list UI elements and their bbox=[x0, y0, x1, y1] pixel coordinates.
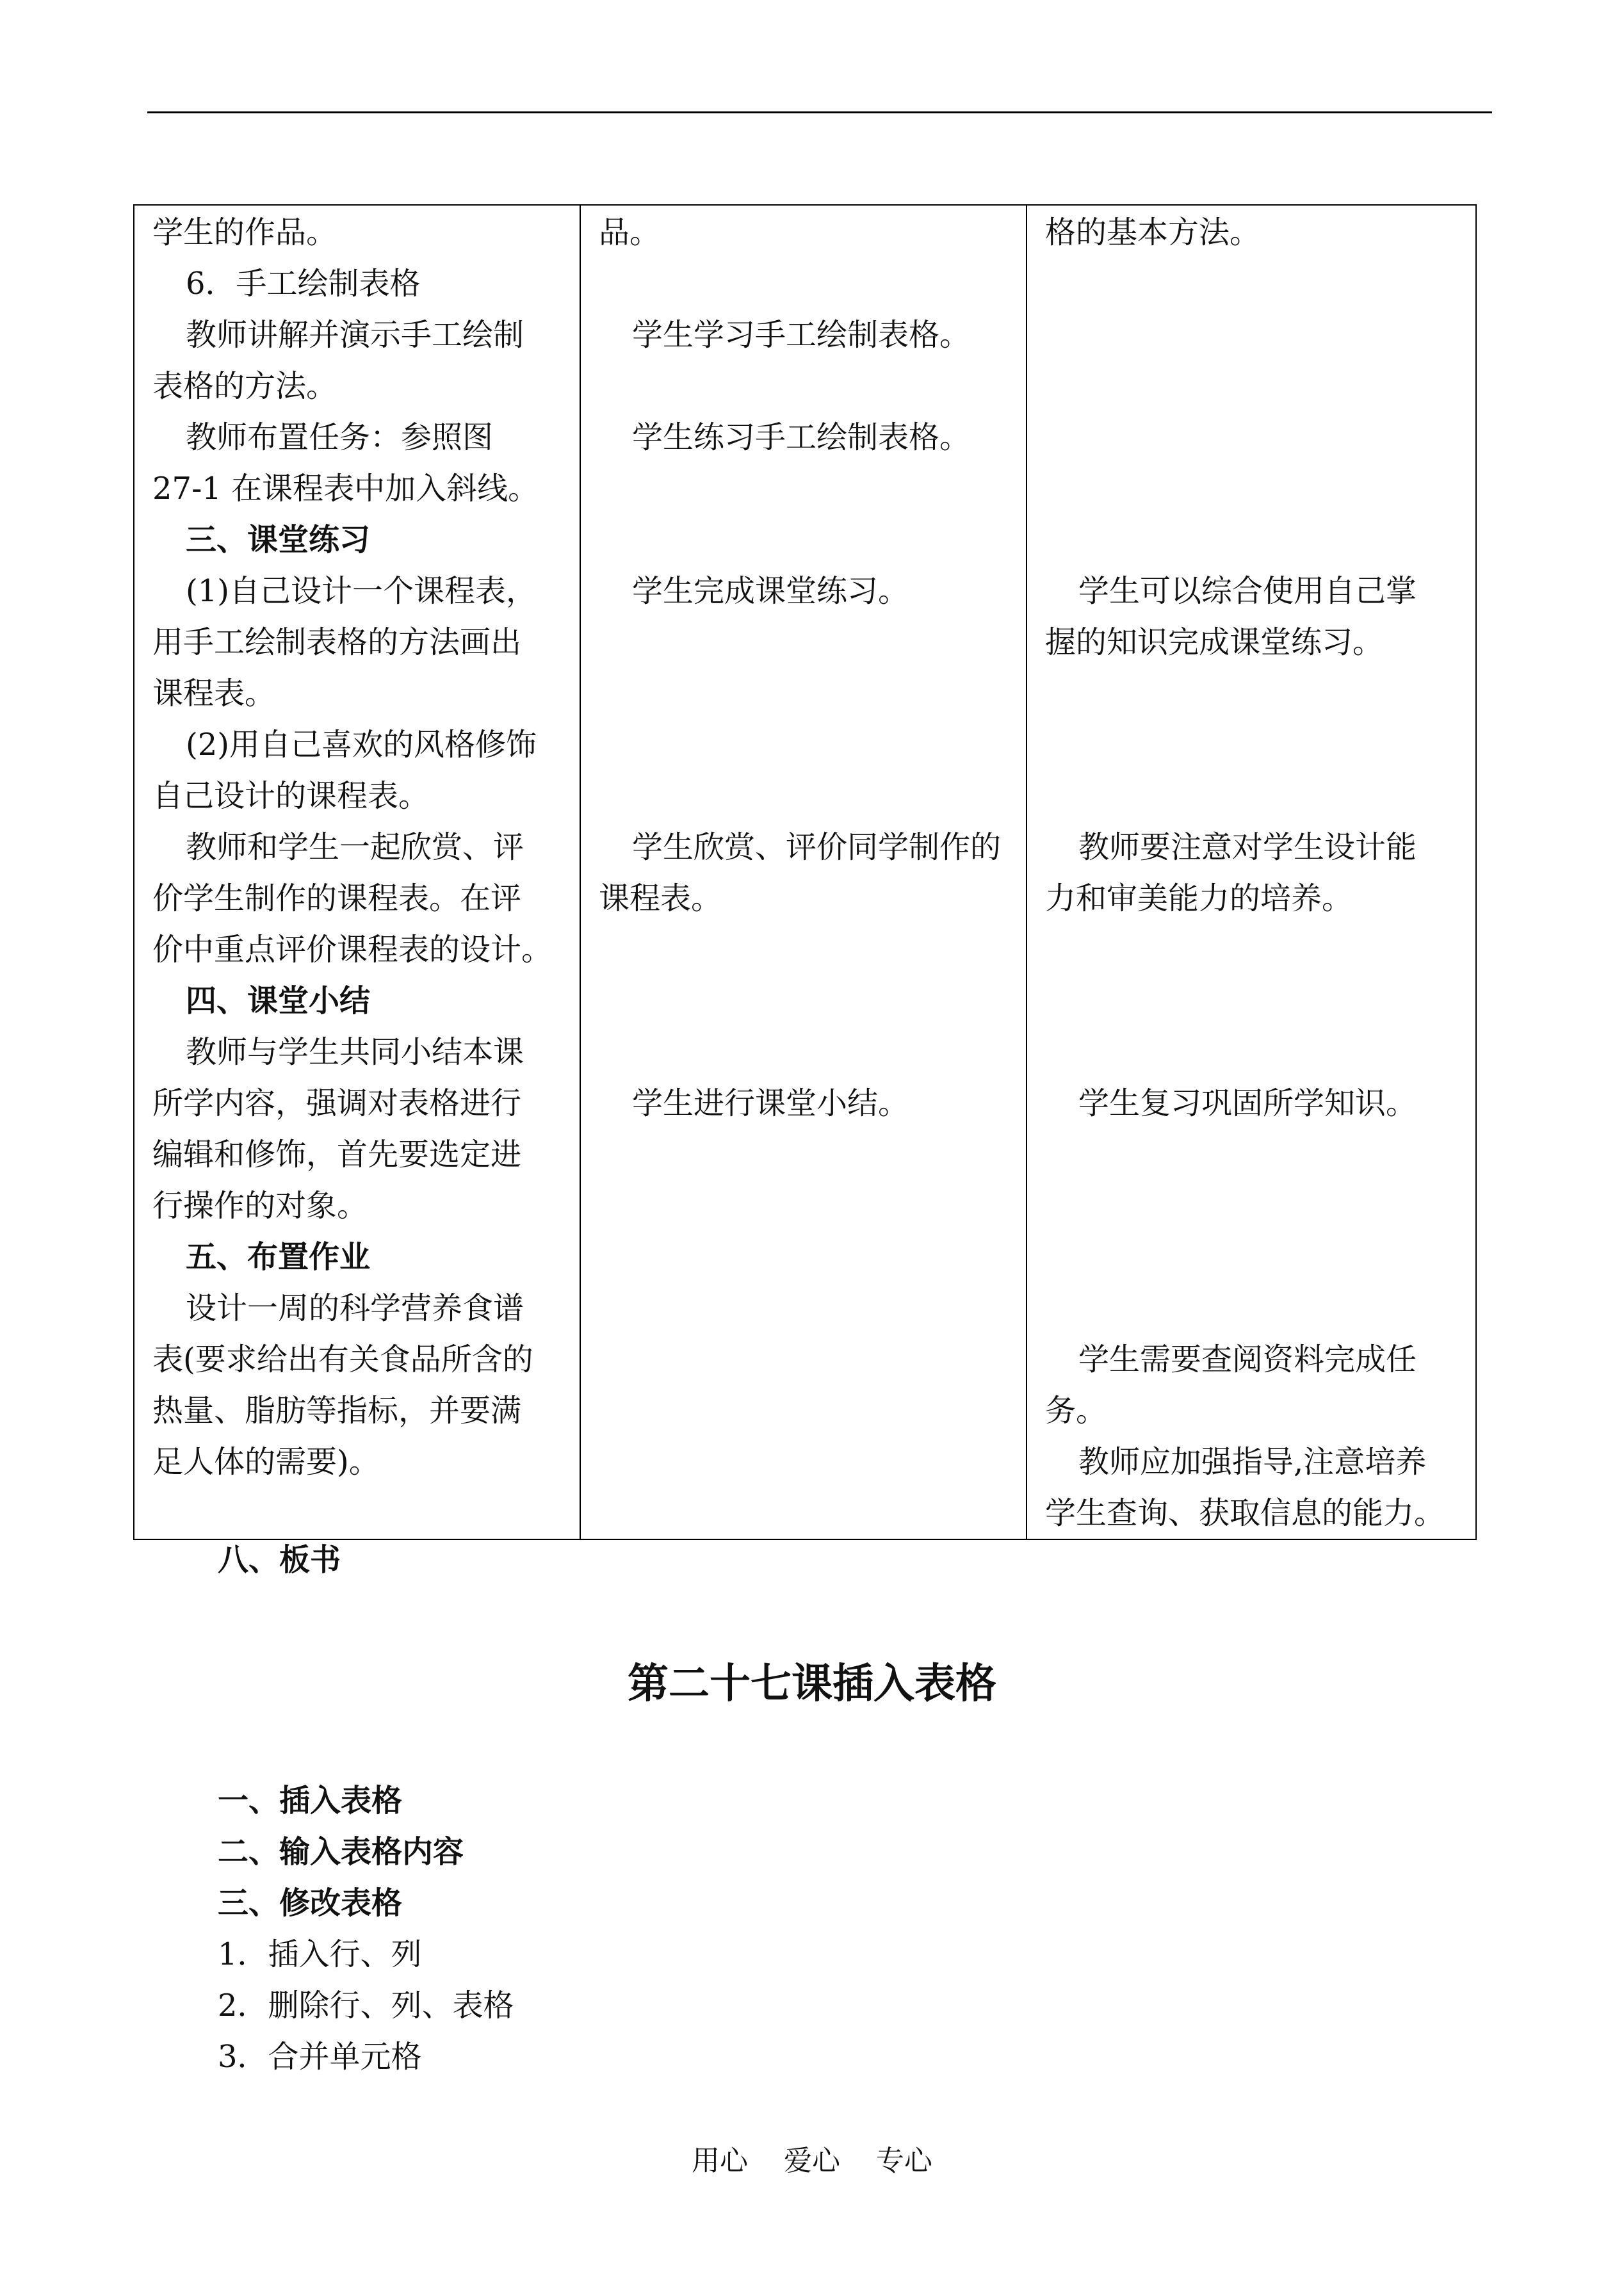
header-rule bbox=[147, 111, 1492, 113]
cell-line: 表格的方法。 bbox=[152, 368, 337, 404]
cell-line: 学生学习手工绘制表格。 bbox=[632, 317, 971, 353]
cell-line: 27-1 在课程表中加入斜线。 bbox=[152, 471, 539, 507]
cell-line: 课程表。 bbox=[599, 880, 722, 916]
design-intent-cell bbox=[1027, 205, 1476, 1539]
cell-line bbox=[1045, 770, 1465, 822]
cell-line: 学生进行课堂小结。 bbox=[632, 1085, 909, 1121]
board-section-1: 一、插入表格 bbox=[218, 1783, 403, 1819]
cell-line bbox=[599, 770, 1016, 822]
cell-line: 热量、脂肪等指标，并要满 bbox=[152, 1393, 522, 1429]
board-section-2: 二、输入表格内容 bbox=[218, 1834, 464, 1870]
cell-line bbox=[1045, 668, 1465, 719]
cell-line bbox=[1045, 514, 1465, 565]
cell-line bbox=[599, 361, 1016, 412]
cell-line: 学生的作品。 bbox=[152, 215, 337, 250]
cell-line: 学生欣赏、评价同学制作的 bbox=[632, 829, 1002, 865]
cell-line: 学生完成课堂练习。 bbox=[632, 573, 909, 609]
cell-line: 价中重点评价课程表的设计。 bbox=[152, 932, 553, 968]
cell-line: 教师讲解并演示手工绘制 bbox=[186, 317, 524, 353]
cell-line: 用手工绘制表格的方法画出 bbox=[152, 624, 522, 660]
cell-line: 教师布置任务：参照图 bbox=[186, 419, 494, 455]
cell-line: 教师应加强指导,注意培养 bbox=[1078, 1444, 1427, 1480]
cell-line bbox=[599, 719, 1016, 770]
cell-line: (1)自己设计一个课程表， bbox=[186, 573, 537, 609]
cell-line bbox=[1045, 719, 1465, 770]
cell-line: 教师与学生共同小结本课 bbox=[186, 1034, 524, 1070]
cell-line bbox=[1045, 924, 1465, 975]
cell-line bbox=[1045, 361, 1465, 412]
cell-line: 品。 bbox=[599, 215, 661, 250]
board-title: 第二十七课插入表格 bbox=[628, 1660, 996, 1708]
teacher-activity-cell bbox=[134, 205, 580, 1539]
cell-line: 自己设计的课程表。 bbox=[152, 778, 430, 814]
cell-line bbox=[1045, 1026, 1465, 1078]
cell-line: 教师要注意对学生设计能 bbox=[1078, 829, 1417, 865]
cell-line bbox=[599, 668, 1016, 719]
cell-line: 格的基本方法。 bbox=[1045, 215, 1261, 250]
cell-line: 务。 bbox=[1045, 1393, 1107, 1429]
cell-line bbox=[599, 924, 1016, 975]
cell-line: 价学生制作的课程表。在评 bbox=[152, 880, 522, 916]
cell-line bbox=[599, 258, 1016, 309]
cell-line: 学生复习巩固所学知识。 bbox=[1078, 1085, 1417, 1121]
cell-line bbox=[1045, 1129, 1465, 1180]
cell-line bbox=[1045, 412, 1465, 463]
cell-line: 三、课堂练习 bbox=[186, 522, 371, 558]
cell-line bbox=[599, 514, 1016, 565]
cell-line: 教师和学生一起欣赏、评 bbox=[186, 829, 524, 865]
board-item-3: 3．合并单元格 bbox=[218, 2039, 422, 2075]
lesson-table bbox=[133, 204, 1477, 1540]
cell-line bbox=[1045, 1231, 1465, 1283]
cell-line bbox=[599, 463, 1016, 514]
cell-line: 6．手工绘制表格 bbox=[186, 266, 421, 302]
cell-line bbox=[1045, 463, 1465, 514]
cell-line: 握的知识完成课堂练习。 bbox=[1045, 624, 1384, 660]
cell-line: 足人体的需要)。 bbox=[152, 1444, 380, 1480]
cell-line: 行操作的对象。 bbox=[152, 1188, 368, 1224]
cell-line: (2)用自己喜欢的风格修饰 bbox=[186, 727, 537, 763]
table-row bbox=[134, 205, 1476, 1539]
cell-line: 编辑和修饰，首先要选定进 bbox=[152, 1137, 522, 1172]
cell-line: 四、课堂小结 bbox=[186, 983, 371, 1019]
cell-line: 设计一周的科学营养食谱 bbox=[186, 1290, 524, 1326]
cell-line bbox=[1045, 258, 1465, 309]
cell-line: 课程表。 bbox=[152, 676, 276, 711]
cell-line bbox=[599, 975, 1016, 1026]
cell-line: 学生可以综合使用自己掌 bbox=[1078, 573, 1417, 609]
board-item-2: 2．删除行、列、表格 bbox=[218, 1988, 514, 2023]
board-heading: 八、板书 bbox=[218, 1542, 341, 1578]
cell-line: 所学内容，强调对表格进行 bbox=[152, 1085, 522, 1121]
cell-line: 学生练习手工绘制表格。 bbox=[632, 419, 971, 455]
cell-line: 学生需要查阅资料完成任 bbox=[1078, 1342, 1417, 1377]
cell-line: 表(要求给出有关食品所含的 bbox=[152, 1342, 533, 1377]
cell-line: 学生查询、获取信息的能力。 bbox=[1045, 1495, 1445, 1531]
student-activity-cell bbox=[580, 205, 1027, 1539]
cell-line bbox=[1045, 1180, 1465, 1231]
cell-line bbox=[599, 1026, 1016, 1078]
board-section-3: 三、修改表格 bbox=[218, 1885, 403, 1921]
cell-line bbox=[599, 617, 1016, 668]
cell-line bbox=[1045, 975, 1465, 1026]
cell-line bbox=[1045, 309, 1465, 361]
board-item-1: 1．插入行、列 bbox=[218, 1936, 422, 1972]
cell-line: 力和审美能力的培养。 bbox=[1045, 880, 1353, 916]
cell-line bbox=[1045, 1283, 1465, 1334]
cell-line: 五、布置作业 bbox=[186, 1239, 371, 1275]
page-footer: 用心 爱心 专心 bbox=[692, 2145, 932, 2177]
